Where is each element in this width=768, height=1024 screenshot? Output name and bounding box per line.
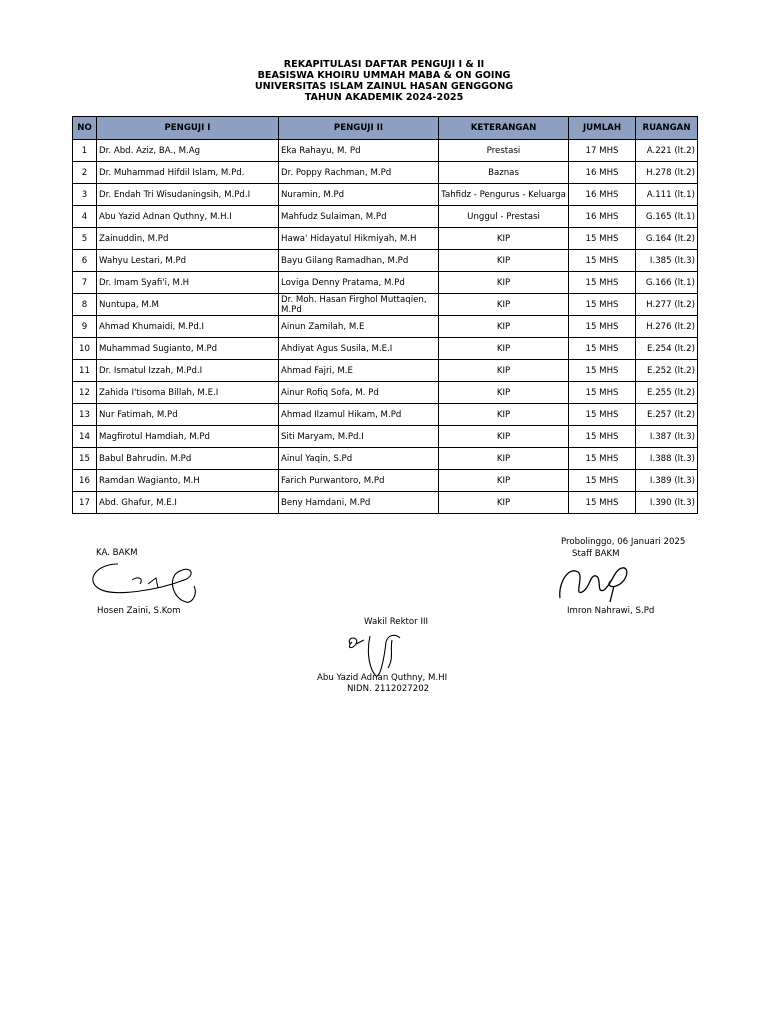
cell-no: 13 (73, 404, 97, 426)
cell-penguji-2: Nuramin, M.Pd (279, 184, 439, 206)
cell-penguji-1: Ahmad Khumaidi, M.Pd.I (97, 316, 279, 338)
cell-ruangan: E.252 (lt.2) (636, 360, 698, 382)
header-keterangan: KETERANGAN (439, 117, 569, 140)
cell-keterangan: Unggul - Prestasi (439, 206, 569, 228)
cell-keterangan: KIP (439, 272, 569, 294)
title-line-4: TAHUN AKADEMIK 2024-2025 (304, 92, 464, 103)
cell-penguji-2: Loviga Denny Pratama, M.Pd (279, 272, 439, 294)
cell-penguji-1: Dr. Endah Tri Wisudaningsih, M.Pd.I (97, 184, 279, 206)
cell-ruangan: H.278 (lt.2) (636, 162, 698, 184)
cell-jumlah: 15 MHS (569, 448, 636, 470)
cell-penguji-2: Beny Hamdani, M.Pd (279, 492, 439, 514)
cell-no: 1 (73, 140, 97, 162)
table-row (73, 272, 698, 294)
cell-keterangan: KIP (439, 382, 569, 404)
table-row (73, 404, 698, 426)
cell-jumlah: 15 MHS (569, 316, 636, 338)
right-signatory-name: Imron Nahrawi, S.Pd (567, 606, 655, 616)
cell-ruangan: G.166 (lt.1) (636, 272, 698, 294)
table-row (73, 448, 698, 470)
cell-ruangan: G.164 (lt.2) (636, 228, 698, 250)
cell-penguji-2: Ahdiyat Agus Susila, M.E.I (279, 338, 439, 360)
table-row (73, 206, 698, 228)
cell-ruangan: I.385 (lt.3) (636, 250, 698, 272)
cell-jumlah: 15 MHS (569, 426, 636, 448)
cell-penguji-1: Ramdan Wagianto, M.H (97, 470, 279, 492)
cell-ruangan: E.254 (lt.2) (636, 338, 698, 360)
cell-jumlah: 15 MHS (569, 250, 636, 272)
left-signatory-name: Hosen Zaini, S.Kom (97, 606, 181, 616)
cell-no: 3 (73, 184, 97, 206)
header-jumlah: JUMLAH (569, 117, 636, 140)
cell-jumlah: 15 MHS (569, 404, 636, 426)
left-signature-image (88, 558, 203, 608)
cell-no: 17 (73, 492, 97, 514)
cell-keterangan: KIP (439, 426, 569, 448)
cell-penguji-1: Nur Fatimah, M.Pd (97, 404, 279, 426)
cell-no: 8 (73, 294, 97, 316)
table-row (73, 184, 698, 206)
cell-jumlah: 16 MHS (569, 162, 636, 184)
cell-jumlah: 15 MHS (569, 382, 636, 404)
cell-penguji-1: Babul Bahrudin. M.Pd (97, 448, 279, 470)
header-no: NO (73, 117, 97, 140)
cell-jumlah: 16 MHS (569, 206, 636, 228)
left-signatory-role: KA. BAKM (96, 548, 138, 558)
cell-penguji-2: Ainul Yaqin, S.Pd (279, 448, 439, 470)
cell-keterangan: KIP (439, 404, 569, 426)
cell-penguji-2: Eka Rahayu, M. Pd (279, 140, 439, 162)
cell-no: 5 (73, 228, 97, 250)
cell-jumlah: 15 MHS (569, 492, 636, 514)
header-penguji-1: PENGUJI I (97, 117, 279, 140)
cell-penguji-2: Mahfudz Sulaiman, M.Pd (279, 206, 439, 228)
cell-penguji-1: Zainuddin, M.Pd (97, 228, 279, 250)
cell-jumlah: 15 MHS (569, 228, 636, 250)
header-ruangan: RUANGAN (636, 117, 698, 140)
cell-ruangan: E.257 (lt.2) (636, 404, 698, 426)
title-line-3: UNIVERSITAS ISLAM ZAINUL HASAN GENGGONG (254, 81, 514, 92)
cell-jumlah: 15 MHS (569, 338, 636, 360)
cell-penguji-1: Wahyu Lestari, M.Pd (97, 250, 279, 272)
cell-penguji-2: Ahmad Ilzamul Hikam, M.Pd (279, 404, 439, 426)
cell-ruangan: H.276 (lt.2) (636, 316, 698, 338)
cell-ruangan: I.389 (lt.3) (636, 470, 698, 492)
table-row (73, 140, 698, 162)
cell-penguji-2: Ainur Rofiq Sofa, M. Pd (279, 382, 439, 404)
cell-penguji-1: Dr. Ismatul Izzah, M.Pd.I (97, 360, 279, 382)
cell-jumlah: 15 MHS (569, 360, 636, 382)
cell-penguji-1: Abu Yazid Adnan Quthny, M.H.I (97, 206, 279, 228)
cell-penguji-2: Dr. Poppy Rachman, M.Pd (279, 162, 439, 184)
cell-ruangan: A.221 (lt.2) (636, 140, 698, 162)
center-signatory-nidn: NIDN. 2112027202 (347, 684, 430, 694)
cell-penguji-1: Zahida I'tisoma Billah, M.E.I (97, 382, 279, 404)
cell-keterangan: KIP (439, 316, 569, 338)
cell-keterangan: KIP (439, 294, 569, 316)
cell-no: 4 (73, 206, 97, 228)
cell-penguji-2: Ainun Zamilah, M.E (279, 316, 439, 338)
cell-ruangan: I.388 (lt.3) (636, 448, 698, 470)
cell-no: 15 (73, 448, 97, 470)
cell-keterangan: KIP (439, 492, 569, 514)
cell-keterangan: Baznas (439, 162, 569, 184)
table-row (73, 338, 698, 360)
cell-no: 14 (73, 426, 97, 448)
header-penguji-2: PENGUJI II (279, 117, 439, 140)
cell-no: 9 (73, 316, 97, 338)
cell-penguji-1: Dr. Imam Syafi'i, M.H (97, 272, 279, 294)
cell-jumlah: 15 MHS (569, 294, 636, 316)
table-row (73, 250, 698, 272)
cell-no: 10 (73, 338, 97, 360)
table-header-row (73, 117, 698, 140)
table-row (73, 470, 698, 492)
cell-ruangan: I.387 (lt.3) (636, 426, 698, 448)
cell-penguji-1: Muhammad Sugianto, M.Pd (97, 338, 279, 360)
cell-no: 7 (73, 272, 97, 294)
cell-keterangan: KIP (439, 250, 569, 272)
cell-jumlah: 17 MHS (569, 140, 636, 162)
cell-keterangan: KIP (439, 338, 569, 360)
cell-ruangan: G.165 (lt.1) (636, 206, 698, 228)
table-row (73, 294, 698, 316)
cell-jumlah: 16 MHS (569, 184, 636, 206)
cell-no: 11 (73, 360, 97, 382)
place-date: Probolinggo, 06 Januari 2025 (561, 537, 686, 547)
right-signatory-role: Staff BAKM (572, 549, 620, 559)
cell-keterangan: KIP (439, 448, 569, 470)
table-row (73, 382, 698, 404)
cell-keterangan: Tahfidz - Pengurus - Keluarga (439, 184, 569, 206)
cell-penguji-1: Abd. Ghafur, M.E.I (97, 492, 279, 514)
cell-keterangan: KIP (439, 470, 569, 492)
cell-penguji-1: Nuntupa, M.M (97, 294, 279, 316)
center-signatory-role: Wakil Rektor III (364, 617, 429, 627)
title-line-2: BEASISWA KHOIRU UMMAH MABA & ON GOING (257, 70, 511, 81)
right-signature-image (556, 562, 636, 604)
cell-ruangan: I.390 (lt.3) (636, 492, 698, 514)
table-row (73, 492, 698, 514)
cell-penguji-2: Dr. Moh. Hasan Firghol Muttaqien, M.Pd (279, 294, 439, 316)
examiner-table (72, 116, 698, 514)
cell-no: 16 (73, 470, 97, 492)
table-row (73, 426, 698, 448)
cell-penguji-2: Farich Purwantoro, M.Pd (279, 470, 439, 492)
cell-penguji-2: Siti Maryam, M.Pd.I (279, 426, 439, 448)
cell-ruangan: A.111 (lt.1) (636, 184, 698, 206)
cell-no: 2 (73, 162, 97, 184)
table-row (73, 360, 698, 382)
title-line-1: REKAPITULASI DAFTAR PENGUJI I & II (283, 59, 485, 70)
cell-jumlah: 15 MHS (569, 470, 636, 492)
cell-penguji-1: Magfirotul Hamdiah, M.Pd (97, 426, 279, 448)
document-title (0, 59, 768, 103)
cell-jumlah: 15 MHS (569, 272, 636, 294)
center-signatory-name: Abu Yazid Adnan Quthny, M.HI (317, 673, 448, 683)
table-row (73, 162, 698, 184)
table-row (73, 316, 698, 338)
table-row (73, 228, 698, 250)
cell-ruangan: H.277 (lt.2) (636, 294, 698, 316)
cell-penguji-2: Hawa' Hidayatul Hikmiyah, M.H (279, 228, 439, 250)
cell-no: 6 (73, 250, 97, 272)
cell-penguji-2: Bayu Gilang Ramadhan, M.Pd (279, 250, 439, 272)
cell-keterangan: Prestasi (439, 140, 569, 162)
cell-penguji-1: Dr. Abd. Aziz, BA., M.Ag (97, 140, 279, 162)
cell-no: 12 (73, 382, 97, 404)
cell-keterangan: KIP (439, 360, 569, 382)
cell-penguji-2: Ahmad Fajri, M.E (279, 360, 439, 382)
cell-keterangan: KIP (439, 228, 569, 250)
cell-penguji-1: Dr. Muhammad Hifdil Islam, M.Pd. (97, 162, 279, 184)
cell-ruangan: E.255 (lt.2) (636, 382, 698, 404)
